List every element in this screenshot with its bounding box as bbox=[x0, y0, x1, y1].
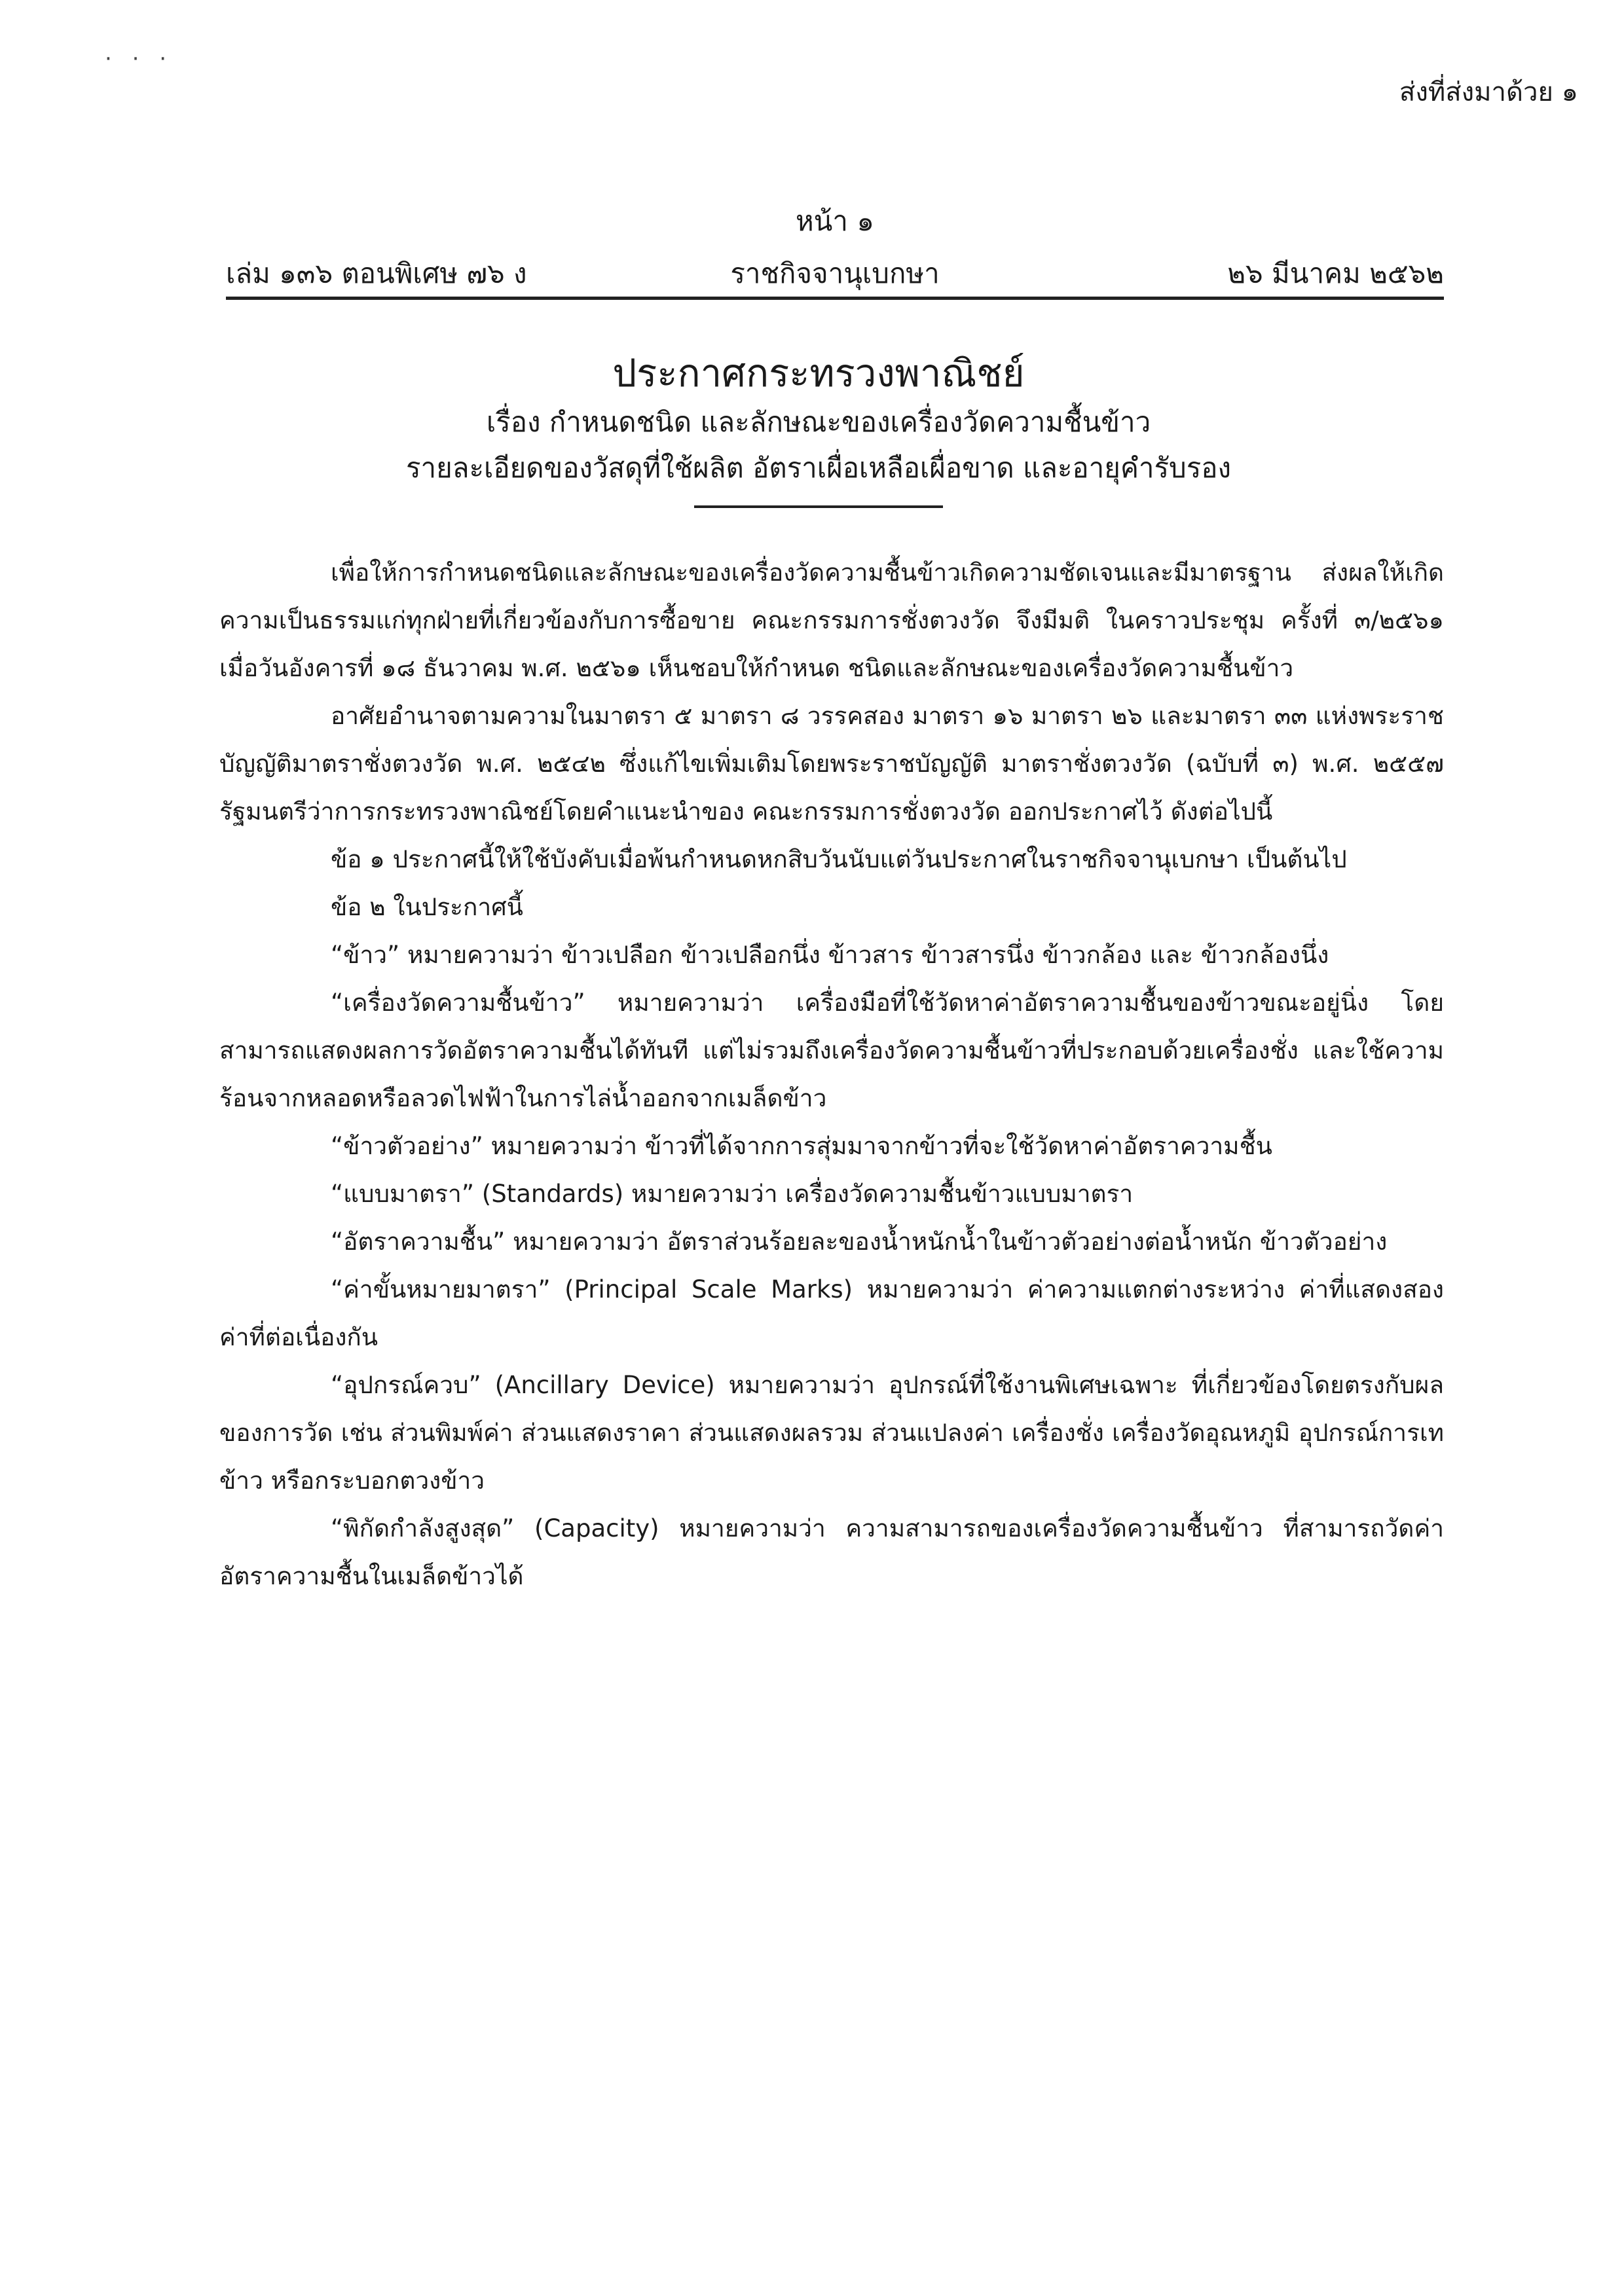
gazette-date: ๒๖ มีนาคม ๒๕๖๒ bbox=[1227, 257, 1444, 289]
definition-scale-marks: “ค่าขั้นหมายมาตรา” (Principal Scale Marks) หมายความว่า ค่าความแตกต่างระหว่าง ค่าที่แสดงสองค่าที่ต่อเนื่องกัน bbox=[219, 1275, 1444, 1351]
preamble-paragraph: เพื่อให้การกำหนดชนิดและลักษณะของเครื่องวัดความชื้นข้าวเกิดความชัดเจนและมีมาตรฐาน ส่งผลให้เกิดความเป็นธรรมแก่ทุกฝ่ายที่เกี่ยวข้องกับการซื้อขาย คณะกรรมการชั่งตวงวัด จึงมีมติ ในคราวประชุม ครั้งที่ ๓/๒๕๖๑ เมื่อวันอังคารที่ ๑๘ ธันวาคม พ.ศ. ๒๕๖๑ เห็นชอบให้กำหนด ชนิดและลักษณะของเครื่องวัดความชื้นข้าว bbox=[219, 558, 1444, 682]
definition-ancillary-device: “อุปกรณ์ควบ” (Ancillary Device) หมายความว่า อุปกรณ์ที่ใช้งานพิเศษเฉพาะ ที่เกี่ยวข้องโดยตรงกับผลของการวัด เช่น ส่วนพิมพ์ค่า ส่วนแสดงราคา ส่วนแสดงผลรวม ส่วนแปลงค่า เครื่องชั่ง เครื่องวัดอุณหภูมิ อุปกรณ์การเทข้าว หรือกระบอกตวงข้าว bbox=[219, 1371, 1444, 1495]
header-rule bbox=[226, 297, 1444, 300]
authority-paragraph: อาศัยอำนาจตามความในมาตรา ๕ มาตรา ๘ วรรคสอง มาตรา ๑๖ มาตรา ๒๖ และมาตรา ๓๓ แห่งพระราชบัญญัติมาตราชั่งตวงวัด พ.ศ. ๒๕๔๒ ซึ่งแก้ไขเพิ่มเติมโดยพระราชบัญญัติ มาตราชั่งตวงวัด (ฉบับที่ ๓) พ.ศ. ๒๕๕๗ รัฐมนตรีว่าการกระทรวงพาณิชย์โดยคำแนะนำของ คณะกรรมการชั่งตวงวัด ออกประกาศไว้ ดังต่อไปนี้ bbox=[219, 702, 1444, 826]
definition-capacity: “พิกัดกำลังสูงสุด” (Capacity) หมายความว่า ความสามารถของเครื่องวัดความชื้นข้าว ที่สามารถวัดค่าอัตราความชื้นในเมล็ดข้าวได้ bbox=[219, 1514, 1444, 1590]
definition-moisture-rate: “อัตราความชื้น” หมายความว่า อัตราส่วนร้อยละของน้ำหนักน้ำในข้าวตัวอย่างต่อน้ำหนัก ข้าวตัวอย่าง bbox=[331, 1228, 1388, 1256]
announcement-heading bbox=[196, 347, 1441, 508]
document-body bbox=[219, 549, 1444, 1600]
definition-sample-rice: “ข้าวตัวอย่าง” หมายความว่า ข้าวที่ได้จากการสุ่มมาจากข้าวที่จะใช้วัดหาค่าอัตราความชื้น bbox=[331, 1132, 1272, 1160]
page-number: หน้า ๑ bbox=[796, 205, 874, 237]
clause-1: ข้อ ๑ ประกาศนี้ให้ใช้บังคับเมื่อพ้นกำหนดหกสิบวันนับแต่วันประกาศในราชกิจจานุเบกษา เป็นต้นไป bbox=[331, 845, 1347, 873]
definition-moisture-meter: “เครื่องวัดความชื้นข้าว” หมายความว่า เครื่องมือที่ใช้วัดหาค่าอัตราความชื้นของข้าวขณะอยู่นิ่ง โดยสามารถแสดงผลการวัดอัตราความชื้นได้ทันที แต่ไม่รวมถึงเครื่องวัดความชื้นข้าวที่ประกอบด้วยเครื่องชั่ง และใช้ความร้อนจากหลอดหรือลวดไฟฟ้าในการไล่น้ำออกจากเมล็ดข้าว bbox=[219, 989, 1444, 1112]
definition-standards: “แบบมาตรา” (Standards) หมายความว่า เครื่องวัดความชื้นข้าวแบบมาตรา bbox=[331, 1180, 1134, 1208]
gazette-name: ราชกิจจานุเบกษา bbox=[730, 257, 940, 289]
subject-line-2: รายละเอียดของวัสดุที่ใช้ผลิต อัตราเผื่อเหลือเผื่อขาด และอายุคำรับรอง bbox=[405, 452, 1232, 484]
clause-2: ข้อ ๒ ในประกาศนี้ bbox=[331, 893, 523, 921]
title-rule bbox=[694, 505, 943, 508]
definition-rice: “ข้าว” หมายความว่า ข้าวเปลือก ข้าวเปลือกนึ่ง ข้าวสาร ข้าวสารนึ่ง ข้าวกล้อง และ ข้าวกล้องนึ่ง bbox=[331, 941, 1329, 969]
announcement-title: ประกาศกระทรวงพาณิชย์ bbox=[612, 351, 1025, 395]
enclosure-note: ส่งที่ส่งมาด้วย ๑ bbox=[1399, 77, 1578, 107]
volume-issue: เล่ม ๑๓๖ ตอนพิเศษ ๗๖ ง bbox=[226, 257, 527, 289]
gazette-header bbox=[226, 200, 1444, 304]
subject-line-1: เรื่อง กำหนดชนิด และลักษณะของเครื่องวัดความชื้นข้าว bbox=[486, 406, 1151, 438]
scan-marks: · · · bbox=[105, 46, 174, 72]
gazette-info-row bbox=[226, 252, 1444, 291]
